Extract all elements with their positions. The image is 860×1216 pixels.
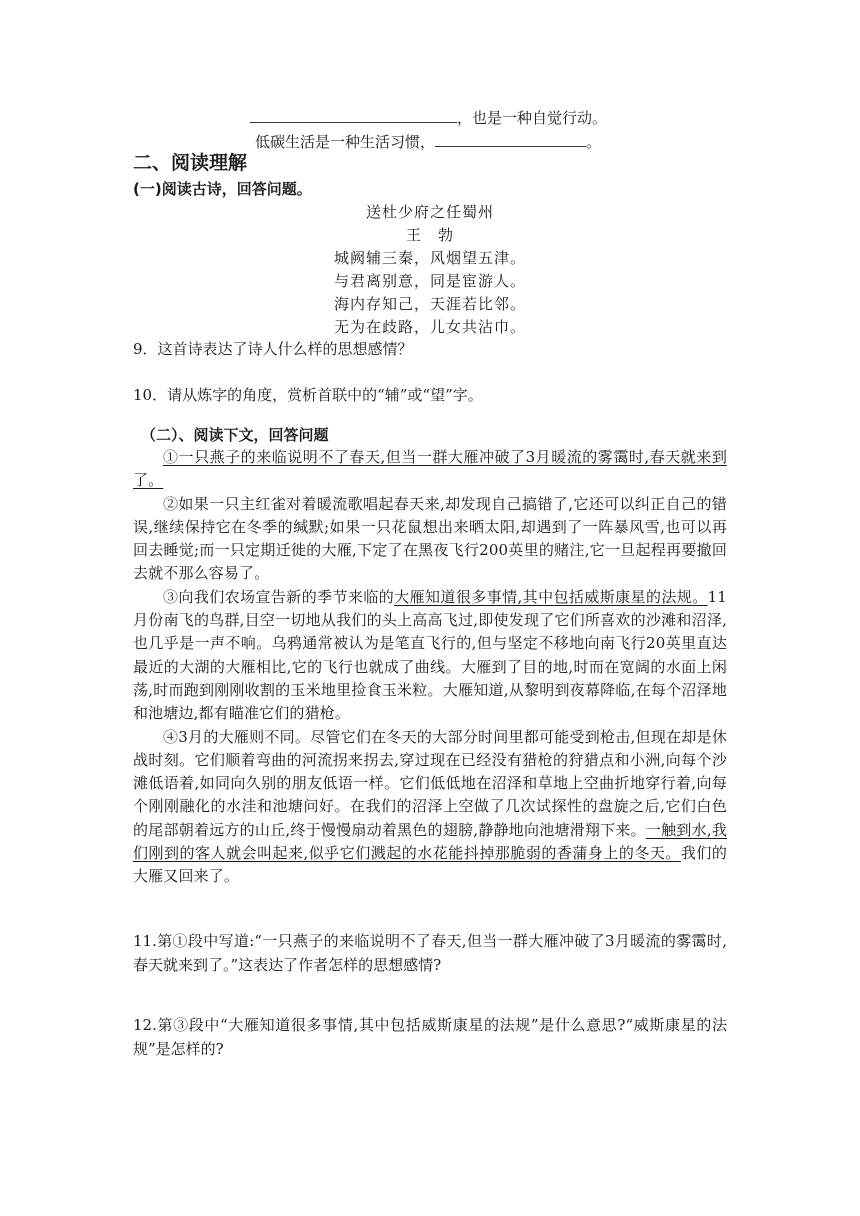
section-title: 二、阅读理解 bbox=[133, 152, 248, 174]
poem-title: 送杜少府之任蜀州 bbox=[365, 203, 494, 221]
part1-heading: (一)阅读古诗，回答问题。 bbox=[133, 180, 312, 198]
answer-blank[interactable] bbox=[250, 106, 457, 123]
question-10: 10．请从炼字的角度，赏析首联中的“辅”或“望”字。 bbox=[133, 386, 483, 404]
question-11: 11.第①段中写道:“一只燕子的来临说明不了春天,但当一群大雁冲破了3月暖流的雾霭时,春天就来到了。”这表达了作者怎样的思想感情? bbox=[133, 932, 727, 974]
fill-blank-line-2: 低碳生活是一种生活习惯， 。 bbox=[255, 130, 601, 153]
paragraph-4: ④3月的大雁则不同。尽管它们在冬天的大部分时间里都可能受到枪击,但现在却是休战时刻。它们顺着弯曲的河流拐来拐去,穿过现在已经没有猎枪的狩猎点和小洲,向每个沙滩低语着,如同向久别的朋友低语一样。它们低低地在沼泽和草地上空曲折地穿行着,向每个刚刚融化的水洼和池塘问好。在我们的沼泽上空做了几次试探性的盘旋之后,它们白色的尾部朝着远方的山丘,终于慢慢扇动着黑色的翅膀,静静地向池塘滑翔下来。一触到水,我们刚到的客人就会叫起来,似乎它们溅起的水花能抖掉那脆弱的香蒲身上的冬天。我们的大雁又回来了。 bbox=[133, 727, 728, 886]
paragraph-3: ③向我们农场宣告新的季节来临的大雁知道很多事情,其中包括威斯康星的法规。11月份南飞的鸟群,目空一切地从我们的头上高高飞过,即使发现了它们所喜欢的沙滩和沼泽,也几乎是一声不响。乌鸦通常被认为是笔直飞行的,但与坚定不移地向南飞行20英里直达最近的大湖的大雁相比,它的飞行也就成了曲线。大雁到了目的地,时而在宽阔的水面上闲荡,时而跑到刚刚收割的玉米地里捡食玉米粒。大雁知道,从黎明到夜幕降临,在每个沼泽地和池塘边,都有瞄准它们的猎枪。 bbox=[133, 587, 727, 723]
poem-line: 城阙辅三秦，风烟望五津。 bbox=[333, 249, 526, 267]
question-9: 9．这首诗表达了诗人什么样的思想感情？ bbox=[133, 340, 413, 358]
part2-heading: （二）、阅读下文，回答问题 bbox=[141, 426, 329, 444]
paragraph-2: ②如果一只主红雀对着暖流歌唱起春天来,却发现自己搞错了,它还可以纠正自己的错误,继续保持它在冬季的缄默;如果一只花鼠想出来晒太阳,却遇到了一阵暴风雪,也可以再回去睡觉;而一只定期迁徙的大雁,下定了在黑夜飞行200英里的赌注,它一旦起程再要撤回去就不那么容易了。 bbox=[133, 494, 727, 583]
poem-author: 王 勃 bbox=[405, 226, 454, 244]
poem-line: 与君离别意，同是宦游人。 bbox=[333, 272, 526, 290]
reading-passage bbox=[133, 446, 727, 889]
fill-blank-line-1: ，也是一种自觉行动。 bbox=[250, 106, 607, 129]
paragraph-1: ①一只燕子的来临说明不了春天,但当一群大雁冲破了3月暖流的雾霭时,春天就来到了。 bbox=[133, 448, 727, 490]
poem-line: 无为在歧路，儿女共沾巾。 bbox=[333, 318, 526, 336]
question-12: 12.第③段中“大雁知道很多事情,其中包括威斯康星的法规”是什么意思?“威斯康星的法规”是怎样的? bbox=[133, 1016, 727, 1058]
poem-line: 海内存知己，天涯若比邻。 bbox=[333, 295, 526, 313]
answer-blank[interactable] bbox=[435, 130, 586, 147]
